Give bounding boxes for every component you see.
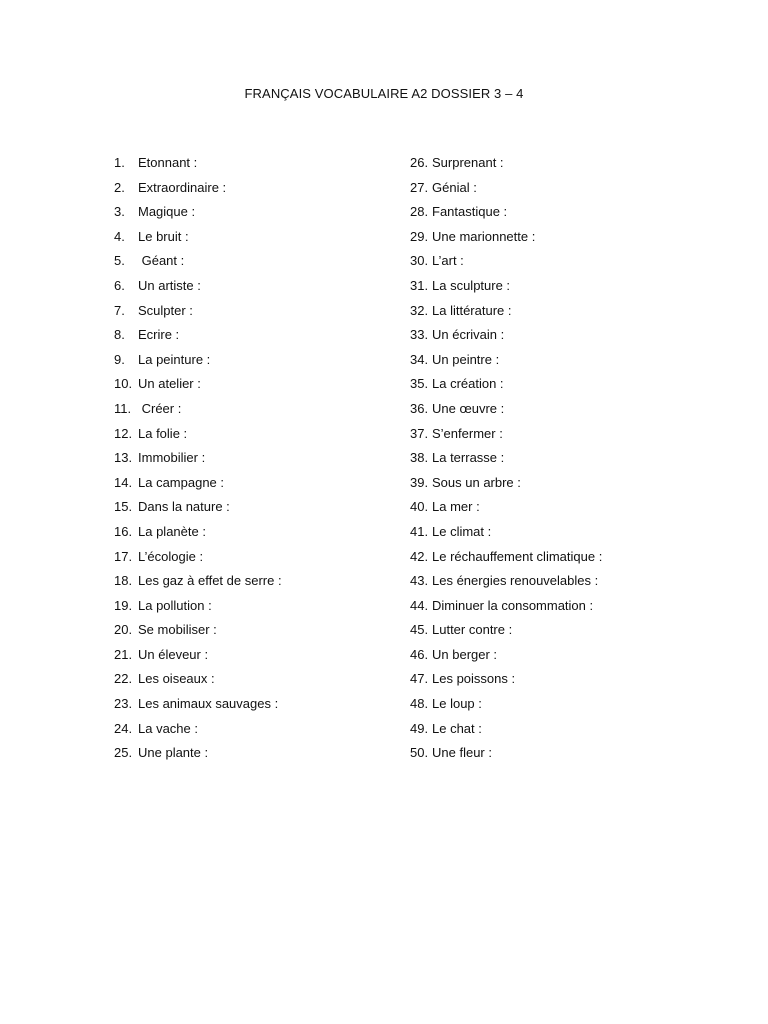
item-number: 8. (114, 327, 125, 343)
vocabulary-item (114, 498, 394, 523)
item-term: Les poissons : (432, 671, 516, 687)
vocabulary-item (114, 695, 394, 720)
vocabulary-item (410, 351, 740, 376)
vocabulary-item (114, 646, 394, 671)
item-term: Se mobiliser : (138, 622, 217, 638)
item-number: 2. (114, 179, 125, 195)
vocabulary-item (410, 474, 740, 499)
item-number: 5. (114, 253, 125, 269)
vocabulary-item (410, 548, 740, 573)
item-number: 29. (410, 228, 429, 244)
item-number: 46. (410, 646, 429, 662)
item-number: 32. (410, 302, 429, 318)
item-number: 25. (114, 745, 133, 761)
item-number: 22. (114, 671, 133, 687)
item-term: La planète : (138, 523, 206, 539)
item-term: Une marionnette : (432, 228, 536, 244)
item-term: Dans la nature : (138, 499, 230, 515)
item-number: 49. (410, 720, 429, 736)
item-term: Les gaz à effet de serre : (138, 573, 282, 589)
item-number: 23. (114, 696, 133, 712)
vocabulary-item (114, 154, 394, 179)
item-number: 19. (114, 597, 133, 613)
vocabulary-item (114, 449, 394, 474)
item-number: 37. (410, 425, 429, 441)
item-term: L’art : (432, 253, 464, 269)
vocabulary-item (410, 449, 740, 474)
item-term: S’enfermer : (432, 425, 503, 441)
vocabulary-item (114, 228, 394, 253)
item-number: 1. (114, 155, 125, 170)
item-number: 38. (410, 450, 429, 466)
item-term: Etonnant : (138, 155, 198, 170)
item-term: Surprenant : (432, 155, 504, 170)
item-term: Le loup : (432, 696, 482, 712)
item-term: La littérature : (432, 302, 512, 318)
item-number: 9. (114, 351, 125, 367)
vocabulary-item (114, 179, 394, 204)
vocabulary-item (114, 523, 394, 548)
item-term: Une plante : (138, 745, 209, 761)
item-number: 4. (114, 228, 125, 244)
vocabulary-item (410, 302, 740, 327)
vocabulary-item (114, 277, 394, 302)
item-number: 44. (410, 597, 429, 613)
vocabulary-item (114, 474, 394, 499)
vocabulary-list-left (114, 154, 394, 769)
vocabulary-item (410, 621, 740, 646)
vocabulary-item (114, 252, 394, 277)
vocabulary-item (114, 670, 394, 695)
vocabulary-item (114, 744, 394, 769)
item-number: 30. (410, 253, 429, 269)
item-term: Immobilier : (138, 450, 206, 466)
item-number: 31. (410, 277, 429, 293)
vocabulary-item (410, 670, 740, 695)
item-term: Le climat : (432, 523, 492, 539)
item-number: 43. (410, 573, 429, 589)
item-term: Un berger : (432, 646, 498, 662)
item-term: Sculpter : (138, 302, 193, 318)
vocabulary-item (114, 621, 394, 646)
item-term: La sculpture : (432, 277, 511, 293)
vocabulary-item (114, 720, 394, 745)
item-number: 50. (410, 745, 429, 761)
item-number: 13. (114, 450, 133, 466)
item-term: La folie : (138, 425, 188, 441)
item-number: 7. (114, 302, 125, 318)
item-term: Diminuer la consommation : (432, 597, 594, 613)
item-term: Génial : (432, 179, 477, 195)
vocabulary-item (114, 203, 394, 228)
item-term: Les énergies renouvelables : (432, 573, 599, 589)
vocabulary-item (114, 302, 394, 327)
vocabulary-item (410, 572, 740, 597)
item-number: 12. (114, 425, 133, 441)
item-term: L’écologie : (138, 548, 204, 564)
item-number: 35. (410, 376, 429, 392)
vocabulary-item (114, 597, 394, 622)
item-term: Ecrire : (138, 327, 180, 343)
item-term: La peinture : (138, 351, 211, 367)
item-term: Un peintre : (432, 351, 500, 367)
item-number: 48. (410, 696, 429, 712)
vocabulary-item (114, 351, 394, 376)
item-term: Les animaux sauvages : (138, 696, 279, 712)
item-term: Sous un arbre : (432, 474, 521, 490)
item-number: 41. (410, 523, 429, 539)
item-term: Le réchauffement climatique : (432, 548, 603, 564)
item-number: 47. (410, 671, 429, 687)
vocabulary-item (410, 597, 740, 622)
vocabulary-item (410, 695, 740, 720)
item-term: La terrasse : (432, 450, 505, 466)
vocabulary-item (114, 326, 394, 351)
item-number: 18. (114, 573, 133, 589)
vocabulary-item (410, 228, 740, 253)
vocabulary-item (410, 720, 740, 745)
vocabulary-item (410, 326, 740, 351)
vocabulary-item (410, 523, 740, 548)
item-term: La vache : (138, 720, 198, 736)
vocabulary-item (114, 375, 394, 400)
item-term: Extraordinaire : (138, 179, 227, 195)
item-number: 16. (114, 523, 133, 539)
document-title: FRANÇAIS VOCABULAIRE A2 DOSSIER 3 – 4 (244, 86, 524, 101)
item-number: 21. (114, 646, 133, 662)
item-term: Le bruit : (138, 228, 189, 244)
item-term: Un écrivain : (432, 327, 505, 343)
item-term: Le chat : (432, 720, 482, 736)
item-term: Géant : (138, 253, 185, 269)
item-number: 17. (114, 548, 133, 564)
vocabulary-item (410, 277, 740, 302)
item-term: Une œuvre : (432, 400, 505, 416)
item-number: 36. (410, 400, 429, 416)
item-term: Les oiseaux : (138, 671, 215, 687)
item-term: Un atelier : (138, 376, 201, 392)
item-term: La pollution : (138, 597, 212, 613)
vocabulary-item (114, 572, 394, 597)
item-number: 11. (114, 400, 132, 416)
item-term: La mer : (432, 499, 480, 515)
item-term: Magique : (138, 204, 196, 220)
item-number: 20. (114, 622, 133, 638)
item-term: Lutter contre : (432, 622, 513, 638)
vocabulary-item (410, 425, 740, 450)
item-number: 27. (410, 179, 429, 195)
item-number: 39. (410, 474, 429, 490)
vocabulary-item (114, 548, 394, 573)
item-number: 6. (114, 277, 125, 293)
item-number: 3. (114, 204, 125, 220)
item-number: 10. (114, 376, 133, 392)
vocabulary-item (410, 375, 740, 400)
item-term: La campagne : (138, 474, 225, 490)
vocabulary-item (410, 252, 740, 277)
item-number: 42. (410, 548, 429, 564)
item-term: Une fleur : (432, 745, 492, 761)
item-number: 40. (410, 499, 429, 515)
vocabulary-item (410, 154, 740, 179)
item-number: 26. (410, 155, 429, 170)
vocabulary-item (410, 203, 740, 228)
item-number: 24. (114, 720, 133, 736)
item-number: 14. (114, 474, 133, 490)
item-number: 15. (114, 499, 133, 515)
item-term: Un artiste : (138, 277, 201, 293)
item-number: 34. (410, 351, 429, 367)
item-term: Fantastique : (432, 204, 508, 220)
item-term: Créer : (138, 400, 182, 416)
vocabulary-item (410, 646, 740, 671)
vocabulary-item (410, 179, 740, 204)
vocabulary-item (410, 498, 740, 523)
item-number: 45. (410, 622, 429, 638)
vocabulary-list-right (410, 154, 740, 769)
vocabulary-item (114, 425, 394, 450)
vocabulary-item (410, 744, 740, 769)
vocabulary-item (410, 400, 740, 425)
item-number: 28. (410, 204, 429, 220)
item-term: Un éleveur : (138, 646, 209, 662)
vocabulary-item (114, 400, 394, 425)
item-number: 33. (410, 327, 429, 343)
item-term: La création : (432, 376, 504, 392)
